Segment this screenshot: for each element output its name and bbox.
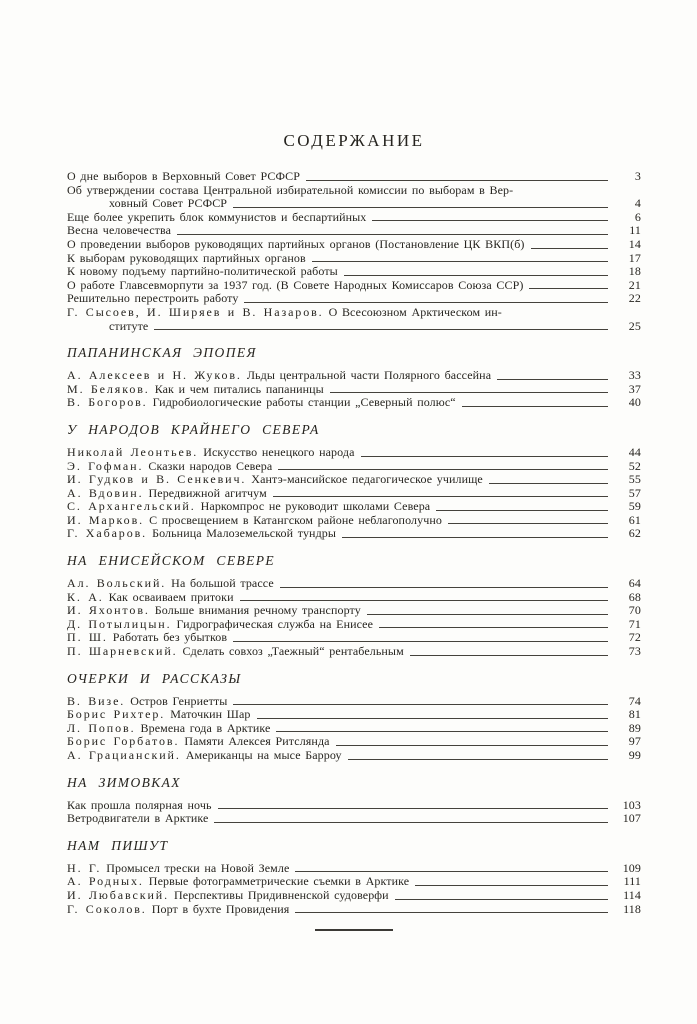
table-of-contents <box>67 131 641 931</box>
dash-leader <box>295 871 608 872</box>
dash-leader <box>436 510 608 511</box>
toc-entry <box>67 265 641 279</box>
page-number: 3 <box>634 169 641 183</box>
page-number: 25 <box>628 318 641 333</box>
entry-title: Первые фотограмметрические съемки в Арктике <box>148 874 410 889</box>
dash-leader <box>233 641 608 642</box>
entry-line <box>67 252 641 266</box>
entry-author: А. Алексеев и Н. Жуков. <box>67 368 242 383</box>
toc-entry <box>67 875 641 889</box>
entry-title: Передвижной агитчум <box>148 485 267 500</box>
toc-entry <box>67 708 641 722</box>
entry-line <box>67 862 641 876</box>
toc-entry <box>67 473 641 487</box>
page-number: 97 <box>628 734 641 749</box>
entry-line <box>67 631 641 645</box>
dash-leader <box>244 302 608 303</box>
entry-title: О проведении выборов руководящих партийных органов (Постановление ЦК ВКП(б) <box>67 236 525 251</box>
entry-author: Г. Хабаров. <box>67 526 148 541</box>
section-header: НА ЕНИСЕЙСКОМ СЕВЕРЕ <box>67 553 276 569</box>
toc-entry <box>67 631 641 645</box>
page-number: 114 <box>623 887 641 902</box>
page-number: 71 <box>628 616 641 631</box>
dash-leader <box>448 523 608 524</box>
section-header: ОЧЕРКИ И РАССКАЗЫ <box>67 670 242 686</box>
page-number: 21 <box>628 277 641 292</box>
toc-entry <box>67 500 641 514</box>
entry-title: Гидрографическая служба на Енисее <box>176 616 374 631</box>
entry-title: На большой трассе <box>171 576 274 591</box>
dash-leader <box>348 759 608 760</box>
entry-line <box>67 735 641 749</box>
dash-leader <box>336 745 608 746</box>
entry-author: Д. Потылицын. <box>67 616 172 631</box>
page-number: 107 <box>622 811 641 826</box>
entry-author: Э. Гофман. <box>67 458 144 473</box>
dash-leader <box>306 180 608 181</box>
section-header: У НАРОДОВ КРАЙНЕГО СЕВЕРА <box>67 421 320 437</box>
entry-line-continuation <box>67 320 641 334</box>
entry-line <box>67 812 641 826</box>
page-number: 55 <box>628 472 641 487</box>
entry-line <box>67 224 641 238</box>
dash-leader <box>367 614 608 615</box>
page-number: 40 <box>628 395 641 410</box>
entry-line <box>67 903 641 917</box>
toc-entry <box>67 396 641 410</box>
dash-leader <box>257 718 608 719</box>
entry-author: А. Вдовин. <box>67 485 144 500</box>
toc-entry <box>67 211 641 225</box>
page-number: 103 <box>622 797 641 812</box>
toc-entry <box>67 514 641 528</box>
dash-leader <box>531 248 609 249</box>
entry-line-continuation <box>67 197 641 211</box>
dash-leader <box>330 392 608 393</box>
toc-entry <box>67 252 641 266</box>
entry-author: И. Любавский. <box>67 887 169 902</box>
section-header: ПАПАНИНСКАЯ ЭПОПЕЯ <box>67 345 257 361</box>
dash-leader <box>233 704 608 705</box>
entry-author: И. Марков. <box>67 512 145 527</box>
dash-leader <box>295 912 608 913</box>
footer-rule <box>315 929 393 931</box>
dash-leader <box>395 899 608 900</box>
entry-title: Порт в бухте Провидения <box>151 901 290 916</box>
toc-entry <box>67 279 641 293</box>
toc-title: СОДЕРЖАНИЕ <box>283 131 425 150</box>
entry-line <box>67 383 641 397</box>
toc-entry <box>67 618 641 632</box>
page-number: 64 <box>628 576 641 591</box>
entry-title: Решительно перестроить работу <box>67 291 239 306</box>
entry-title: К выборам руководящих партийных органов <box>67 250 306 265</box>
dash-leader <box>372 220 608 221</box>
entry-author: В. Богоров. <box>67 395 148 410</box>
entry-author: П. Ш. <box>67 630 108 645</box>
toc-entry <box>67 903 641 917</box>
toc-entry <box>67 170 641 184</box>
entry-line <box>67 473 641 487</box>
dash-leader <box>489 483 608 484</box>
entry-line <box>67 799 641 813</box>
entry-title: Еще более укрепить блок коммунистов и беспартийных <box>67 209 367 224</box>
entry-line <box>67 184 641 198</box>
entry-title: О Всесоюзном Арктическом ин- <box>328 304 502 319</box>
toc-entry <box>67 735 641 749</box>
toc-entry <box>67 695 641 709</box>
entry-author: Л. Попов. <box>67 720 136 735</box>
entry-title: Американцы на мысе Барроу <box>185 748 342 762</box>
entry-line <box>67 645 641 659</box>
dash-leader <box>280 587 608 588</box>
entry-line <box>67 446 641 460</box>
page-number: 57 <box>628 485 641 500</box>
entry-title: С просвещением в Катангском районе неблагополучно <box>149 512 442 527</box>
toc-entry <box>67 645 641 659</box>
entry-line <box>67 618 641 632</box>
toc-blocks <box>67 170 641 916</box>
dash-leader <box>214 822 608 823</box>
entry-line <box>67 279 641 293</box>
entry-title: Ветродвигатели в Арктике <box>67 811 209 826</box>
page-number: 73 <box>628 644 641 659</box>
page-number: 61 <box>628 512 641 527</box>
entry-author: Г. Сысоев, И. Ширяев и В. Назаров. <box>67 304 324 319</box>
entry-line <box>67 577 641 591</box>
entry-title: Больница Малоземельской тундры <box>152 526 337 541</box>
entry-author: Н. Г. <box>67 860 102 875</box>
toc-entry <box>67 799 641 813</box>
entry-title: Хантэ-мансийское педагогическое училище <box>251 472 483 487</box>
entry-line <box>67 265 641 279</box>
entry-line <box>67 306 641 320</box>
toc-entry <box>67 749 641 763</box>
entry-title: Как прошла полярная ночь <box>67 797 212 812</box>
page-number: 99 <box>628 748 641 762</box>
page-number: 6 <box>634 209 641 224</box>
entry-line <box>67 487 641 501</box>
dash-leader <box>361 456 608 457</box>
entry-title: Времена года в Арктике <box>140 720 271 735</box>
page-number: 68 <box>628 589 641 604</box>
page-number: 37 <box>628 381 641 396</box>
page-number: 18 <box>628 264 641 279</box>
entry-line <box>67 591 641 605</box>
toc-entry <box>67 460 641 474</box>
dash-leader <box>154 329 608 330</box>
dash-leader <box>233 207 608 208</box>
entry-author: А. Грацианский. <box>67 748 181 762</box>
dash-leader <box>344 275 608 276</box>
toc-entry <box>67 889 641 903</box>
toc-entry <box>67 224 641 238</box>
entry-author: Борис Рихтер. <box>67 707 166 722</box>
entry-title: О работе Главсевморпути за 1937 год. (В Совете Народных Комиссаров Союза ССР) <box>67 277 524 292</box>
entry-line <box>67 749 641 763</box>
entry-title: Маточкин Шар <box>170 707 251 722</box>
dash-leader <box>462 406 608 407</box>
entry-author: С. Архангельский. <box>67 499 196 514</box>
entry-title-continuation: ховный Совет РСФСР <box>109 196 228 211</box>
toc-entry <box>67 292 641 306</box>
entry-line <box>67 514 641 528</box>
page-number: 33 <box>628 368 641 383</box>
entry-line <box>67 460 641 474</box>
toc-entry <box>67 604 641 618</box>
dash-leader <box>342 537 608 538</box>
toc-entry <box>67 577 641 591</box>
dash-leader <box>278 469 608 470</box>
page-number: 14 <box>628 236 641 251</box>
entry-title: Как и чем питались папанинцы <box>154 381 324 396</box>
dash-leader <box>379 627 608 628</box>
entry-title: Льды центральной части Полярного бассейна <box>246 368 492 383</box>
dash-leader <box>276 731 608 732</box>
toc-entry <box>67 527 641 541</box>
page-number: 111 <box>623 874 641 889</box>
entry-line <box>67 292 641 306</box>
dash-leader <box>410 655 608 656</box>
page-number: 59 <box>628 499 641 514</box>
entry-title: Остров Генриетты <box>130 693 228 708</box>
toc-entry <box>67 383 641 397</box>
entry-line <box>67 527 641 541</box>
entry-author: Борис Горбатов. <box>67 734 180 749</box>
page-number: 52 <box>628 458 641 473</box>
entry-title: Перспективы Придивненской судоверфи <box>174 887 389 902</box>
entry-line <box>67 604 641 618</box>
toc-entry <box>67 238 641 252</box>
dash-leader <box>529 288 608 289</box>
entry-author: П. Шарневский. <box>67 644 178 659</box>
page-number: 89 <box>628 720 641 735</box>
toc-entry <box>67 369 641 383</box>
entry-title: Как осваиваем притоки <box>108 589 234 604</box>
entry-line <box>67 369 641 383</box>
entry-title: К новому подъему партийно-политической работы <box>67 264 338 279</box>
entry-title: Об утверждении состава Центральной избирательной комиссии по выборам в Вер- <box>67 182 514 197</box>
entry-author: К. А. <box>67 589 104 604</box>
entry-title: Сделать совхоз „Таежный“ рентабельным <box>182 644 404 659</box>
entry-title-continuation: ституте <box>109 318 149 333</box>
entry-author: И. Яхонтов. <box>67 603 150 618</box>
page-number: 17 <box>628 250 641 265</box>
dash-leader <box>177 234 608 235</box>
page-number: 44 <box>628 444 641 459</box>
dash-leader <box>415 885 608 886</box>
section-header: НА ЗИМОВКАХ <box>67 774 181 790</box>
page-number: 118 <box>623 901 641 916</box>
dash-leader <box>218 808 608 809</box>
page-number: 70 <box>628 603 641 618</box>
entry-author: И. Гудков и В. Сенкевич. <box>67 472 247 487</box>
entry-author: М. Беляков. <box>67 381 150 396</box>
entry-line <box>67 396 641 410</box>
page-number: 81 <box>628 707 641 722</box>
entry-author: А. Родных. <box>67 874 144 889</box>
dash-leader <box>273 496 608 497</box>
entry-line <box>67 722 641 736</box>
entry-title: Сказки народов Севера <box>148 458 273 473</box>
dash-leader <box>312 261 608 262</box>
entry-author: Г. Соколов. <box>67 901 147 916</box>
entry-title: Промысел трески на Новой Земле <box>106 860 290 875</box>
entry-line <box>67 875 641 889</box>
toc-entry <box>67 184 641 211</box>
toc-entry <box>67 591 641 605</box>
toc-entry <box>67 306 641 333</box>
toc-entry <box>67 862 641 876</box>
page-number: 74 <box>628 693 641 708</box>
entry-title: Наркомпрос не руководит школами Севера <box>200 499 431 514</box>
page-number: 11 <box>629 223 641 238</box>
toc-entry <box>67 446 641 460</box>
page-number: 4 <box>634 196 641 211</box>
page-number: 62 <box>628 526 641 541</box>
entry-line <box>67 695 641 709</box>
toc-entry <box>67 487 641 501</box>
entry-line <box>67 500 641 514</box>
entry-title: Весна человечества <box>67 223 172 238</box>
entry-author: Ал. Вольский. <box>67 576 167 591</box>
entry-line <box>67 889 641 903</box>
dash-leader <box>497 379 608 380</box>
entry-line <box>67 708 641 722</box>
page-number: 72 <box>628 630 641 645</box>
entry-title: Работать без убытков <box>112 630 228 645</box>
toc-entry <box>67 812 641 826</box>
entry-title: Гидробиологические работы станции „Северный полюс“ <box>152 395 456 410</box>
dash-leader <box>240 600 608 601</box>
toc-entry <box>67 722 641 736</box>
entry-line <box>67 211 641 225</box>
entry-author: В. Визе. <box>67 693 126 708</box>
entry-title: Памяти Алексея Ритслянда <box>184 734 330 749</box>
entry-title: Искусство ненецкого народа <box>203 444 355 459</box>
entry-line <box>67 170 641 184</box>
entry-title: Больше внимания речному транспорту <box>154 603 361 618</box>
entry-line <box>67 238 641 252</box>
entry-title: О дне выборов в Верховный Совет РСФСР <box>67 169 300 183</box>
page-number: 22 <box>628 291 641 306</box>
section-header: НАМ ПИШУТ <box>67 837 169 853</box>
entry-author: Николай Леонтьев. <box>67 444 199 459</box>
page-number: 109 <box>622 860 641 875</box>
